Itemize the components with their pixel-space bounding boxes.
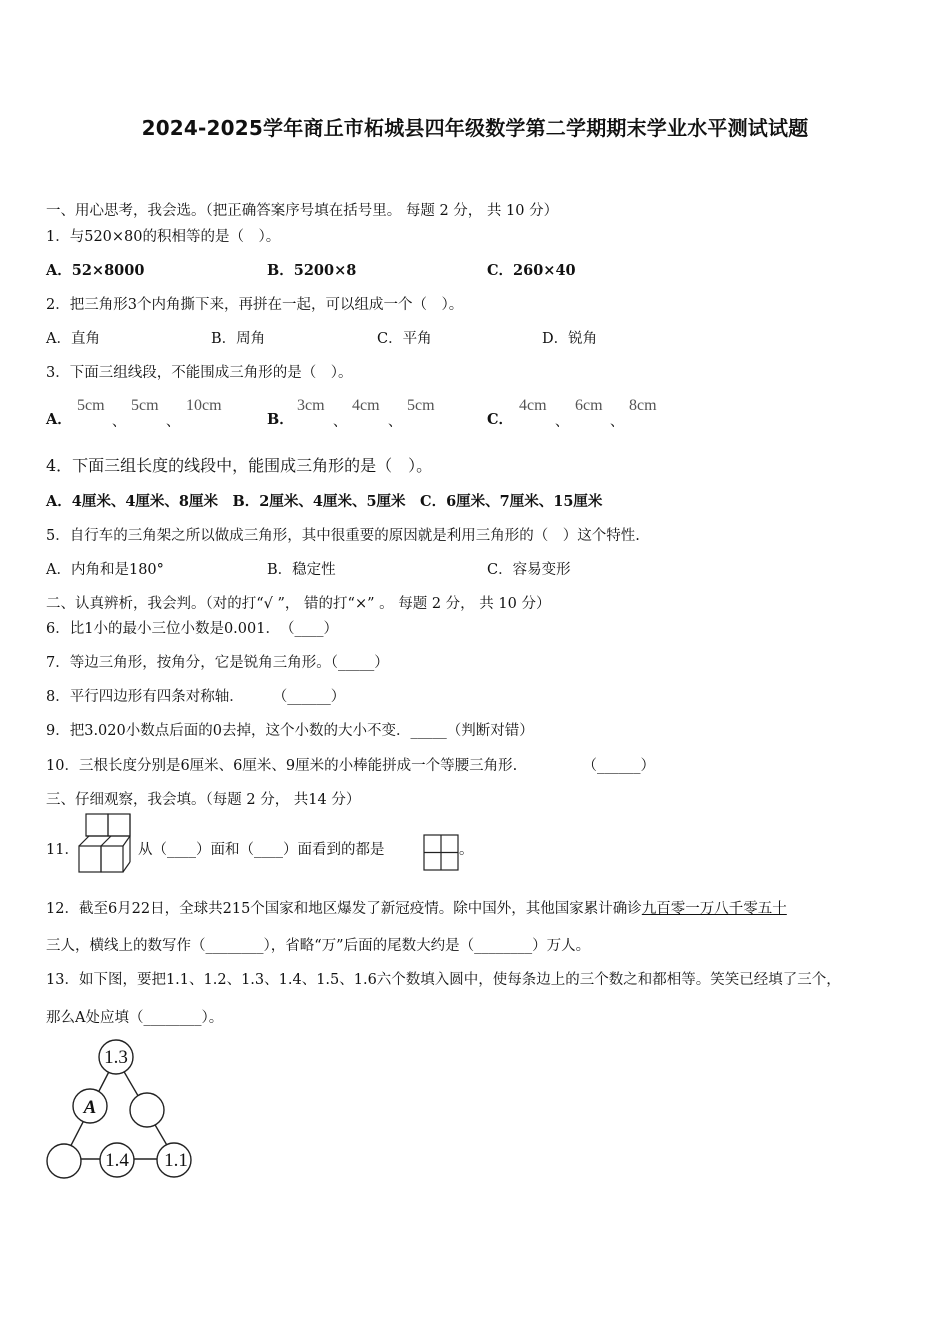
q3-b-segment-2: 4cm bbox=[352, 397, 380, 414]
q11-view-grid bbox=[423, 834, 459, 871]
q13-triangle-diagram bbox=[44, 1038, 194, 1180]
q3-c-separator-1: 、 bbox=[555, 414, 569, 430]
q4-text: 4．下面三组长度的线段中，能围成三角形的是（ ）。 bbox=[46, 456, 433, 475]
q2-option-c: C．平角 bbox=[377, 331, 432, 347]
q12-line1 bbox=[46, 899, 787, 919]
q2-text: 2．把三角形3个内角撕下来，再拼在一起，可以组成一个（ ）。 bbox=[46, 297, 464, 313]
q3-text: 3．下面三组线段，不能围成三角形的是（ ）。 bbox=[46, 365, 353, 381]
q3-a-segment-2: 5cm bbox=[131, 397, 159, 414]
section2-heading: 二、认真辨析，我会判。（对的打“√ ”， 错的打“×” 。 每题 2 分， 共 10 分） bbox=[46, 596, 551, 612]
q5-option-c: C．容易变形 bbox=[487, 562, 571, 578]
label-bottom-mid: 1.4 bbox=[105, 1150, 129, 1171]
q2-option-d: D．锐角 bbox=[542, 331, 598, 347]
label-top: 1.3 bbox=[104, 1047, 128, 1068]
label-bottom-right: 1.1 bbox=[164, 1150, 188, 1171]
section3-heading: 三、仔细观察，我会填。（每题 2 分， 共14 分） bbox=[46, 792, 361, 808]
q6-text: 6．比1小的最小三位小数是0.001． （____） bbox=[46, 621, 338, 637]
q3-b-segment-3: 5cm bbox=[407, 397, 435, 414]
q3-a-separator-2: 、 bbox=[166, 414, 180, 430]
q4-options: A．4厘米、4厘米、8厘米 B．2厘米、4厘米、5厘米 C．6厘米、7厘米、15厘米 bbox=[46, 493, 603, 510]
q2-option-b: B．周角 bbox=[211, 331, 266, 347]
q3-option-a-label: A． bbox=[46, 411, 72, 428]
q12-line1-text: 12．截至6月22日，全球共215个国家和地区爆发了新冠疫情。除中国外，其他国家累计确诊 bbox=[46, 901, 642, 917]
circle-bottom-left bbox=[47, 1144, 81, 1178]
q3-a-separator-1: 、 bbox=[112, 414, 126, 430]
q1-option-a: A．52×8000 bbox=[46, 262, 145, 279]
q12-underlined-number: 九百零一万八千零五十 bbox=[641, 901, 787, 917]
q5-option-b: B．稳定性 bbox=[267, 562, 336, 578]
q3-b-separator-1: 、 bbox=[333, 414, 347, 430]
q1-option-b: B．5200×8 bbox=[267, 262, 357, 279]
q10-text: 10．三根长度分别是6厘米、6厘米、9厘米的小棒能拼成一个等腰三角形. （______） bbox=[46, 758, 655, 774]
q11-cube-figure bbox=[77, 812, 137, 874]
q3-a-segment-3: 10cm bbox=[186, 397, 222, 414]
q3-a-segment-1: 5cm bbox=[77, 397, 105, 414]
q2-option-a: A．直角 bbox=[46, 331, 100, 347]
circle-right-mid bbox=[130, 1093, 164, 1127]
q13-line2: 那么A处应填（________）。 bbox=[46, 1010, 224, 1026]
section1-heading: 一、用心思考，我会选。（把正确答案序号填在括号里。 每题 2 分， 共 10 分） bbox=[46, 203, 559, 219]
q3-c-separator-2: 、 bbox=[610, 414, 624, 430]
q9-text: 9．把3.020小数点后面的0去掉，这个小数的大小不变．_____（判断对错） bbox=[46, 723, 534, 739]
q3-option-c-label: C． bbox=[487, 411, 514, 428]
label-left-mid: A bbox=[83, 1097, 97, 1118]
q1-option-c: C．260×40 bbox=[487, 262, 576, 279]
q11-end: 。 bbox=[459, 842, 474, 858]
q11-text: 从（____）面和（____）面看到的都是 bbox=[138, 842, 385, 858]
q11-number: 11． bbox=[46, 842, 79, 858]
q1-text: 1．与520×80的积相等的是（ ）。 bbox=[46, 229, 281, 245]
q12-line2: 三人，横线上的数写作（________），省略“万”后面的尾数大约是（________）万人。 bbox=[46, 938, 591, 954]
q3-b-segment-1: 3cm bbox=[297, 397, 325, 414]
page-title: 2024-2025学年商丘市柘城县四年级数学第二学期期末学业水平测试试题 bbox=[141, 116, 809, 140]
q7-text: 7．等边三角形，按角分，它是锐角三角形。（_____） bbox=[46, 655, 389, 671]
q5-option-a: A．内角和是180° bbox=[46, 562, 164, 578]
q3-option-b-label: B． bbox=[267, 411, 294, 428]
q8-text: 8．平行四边形有四条对称轴． （______） bbox=[46, 689, 346, 705]
q3-b-separator-2: 、 bbox=[388, 414, 402, 430]
q5-text: 5．自行车的三角架之所以做成三角形，其中很重要的原因就是利用三角形的（ ）这个特性. bbox=[46, 528, 640, 544]
q3-c-segment-2: 6cm bbox=[575, 397, 603, 414]
q3-c-segment-3: 8cm bbox=[629, 397, 657, 414]
q13-line1: 13．如下图，要把1.1、1.2、1.3、1.4、1.5、1.6六个数填入圆中，使每条边上的三个数之和都相等。笑笑已经填了三个， bbox=[46, 972, 841, 988]
q3-c-segment-1: 4cm bbox=[519, 397, 547, 414]
